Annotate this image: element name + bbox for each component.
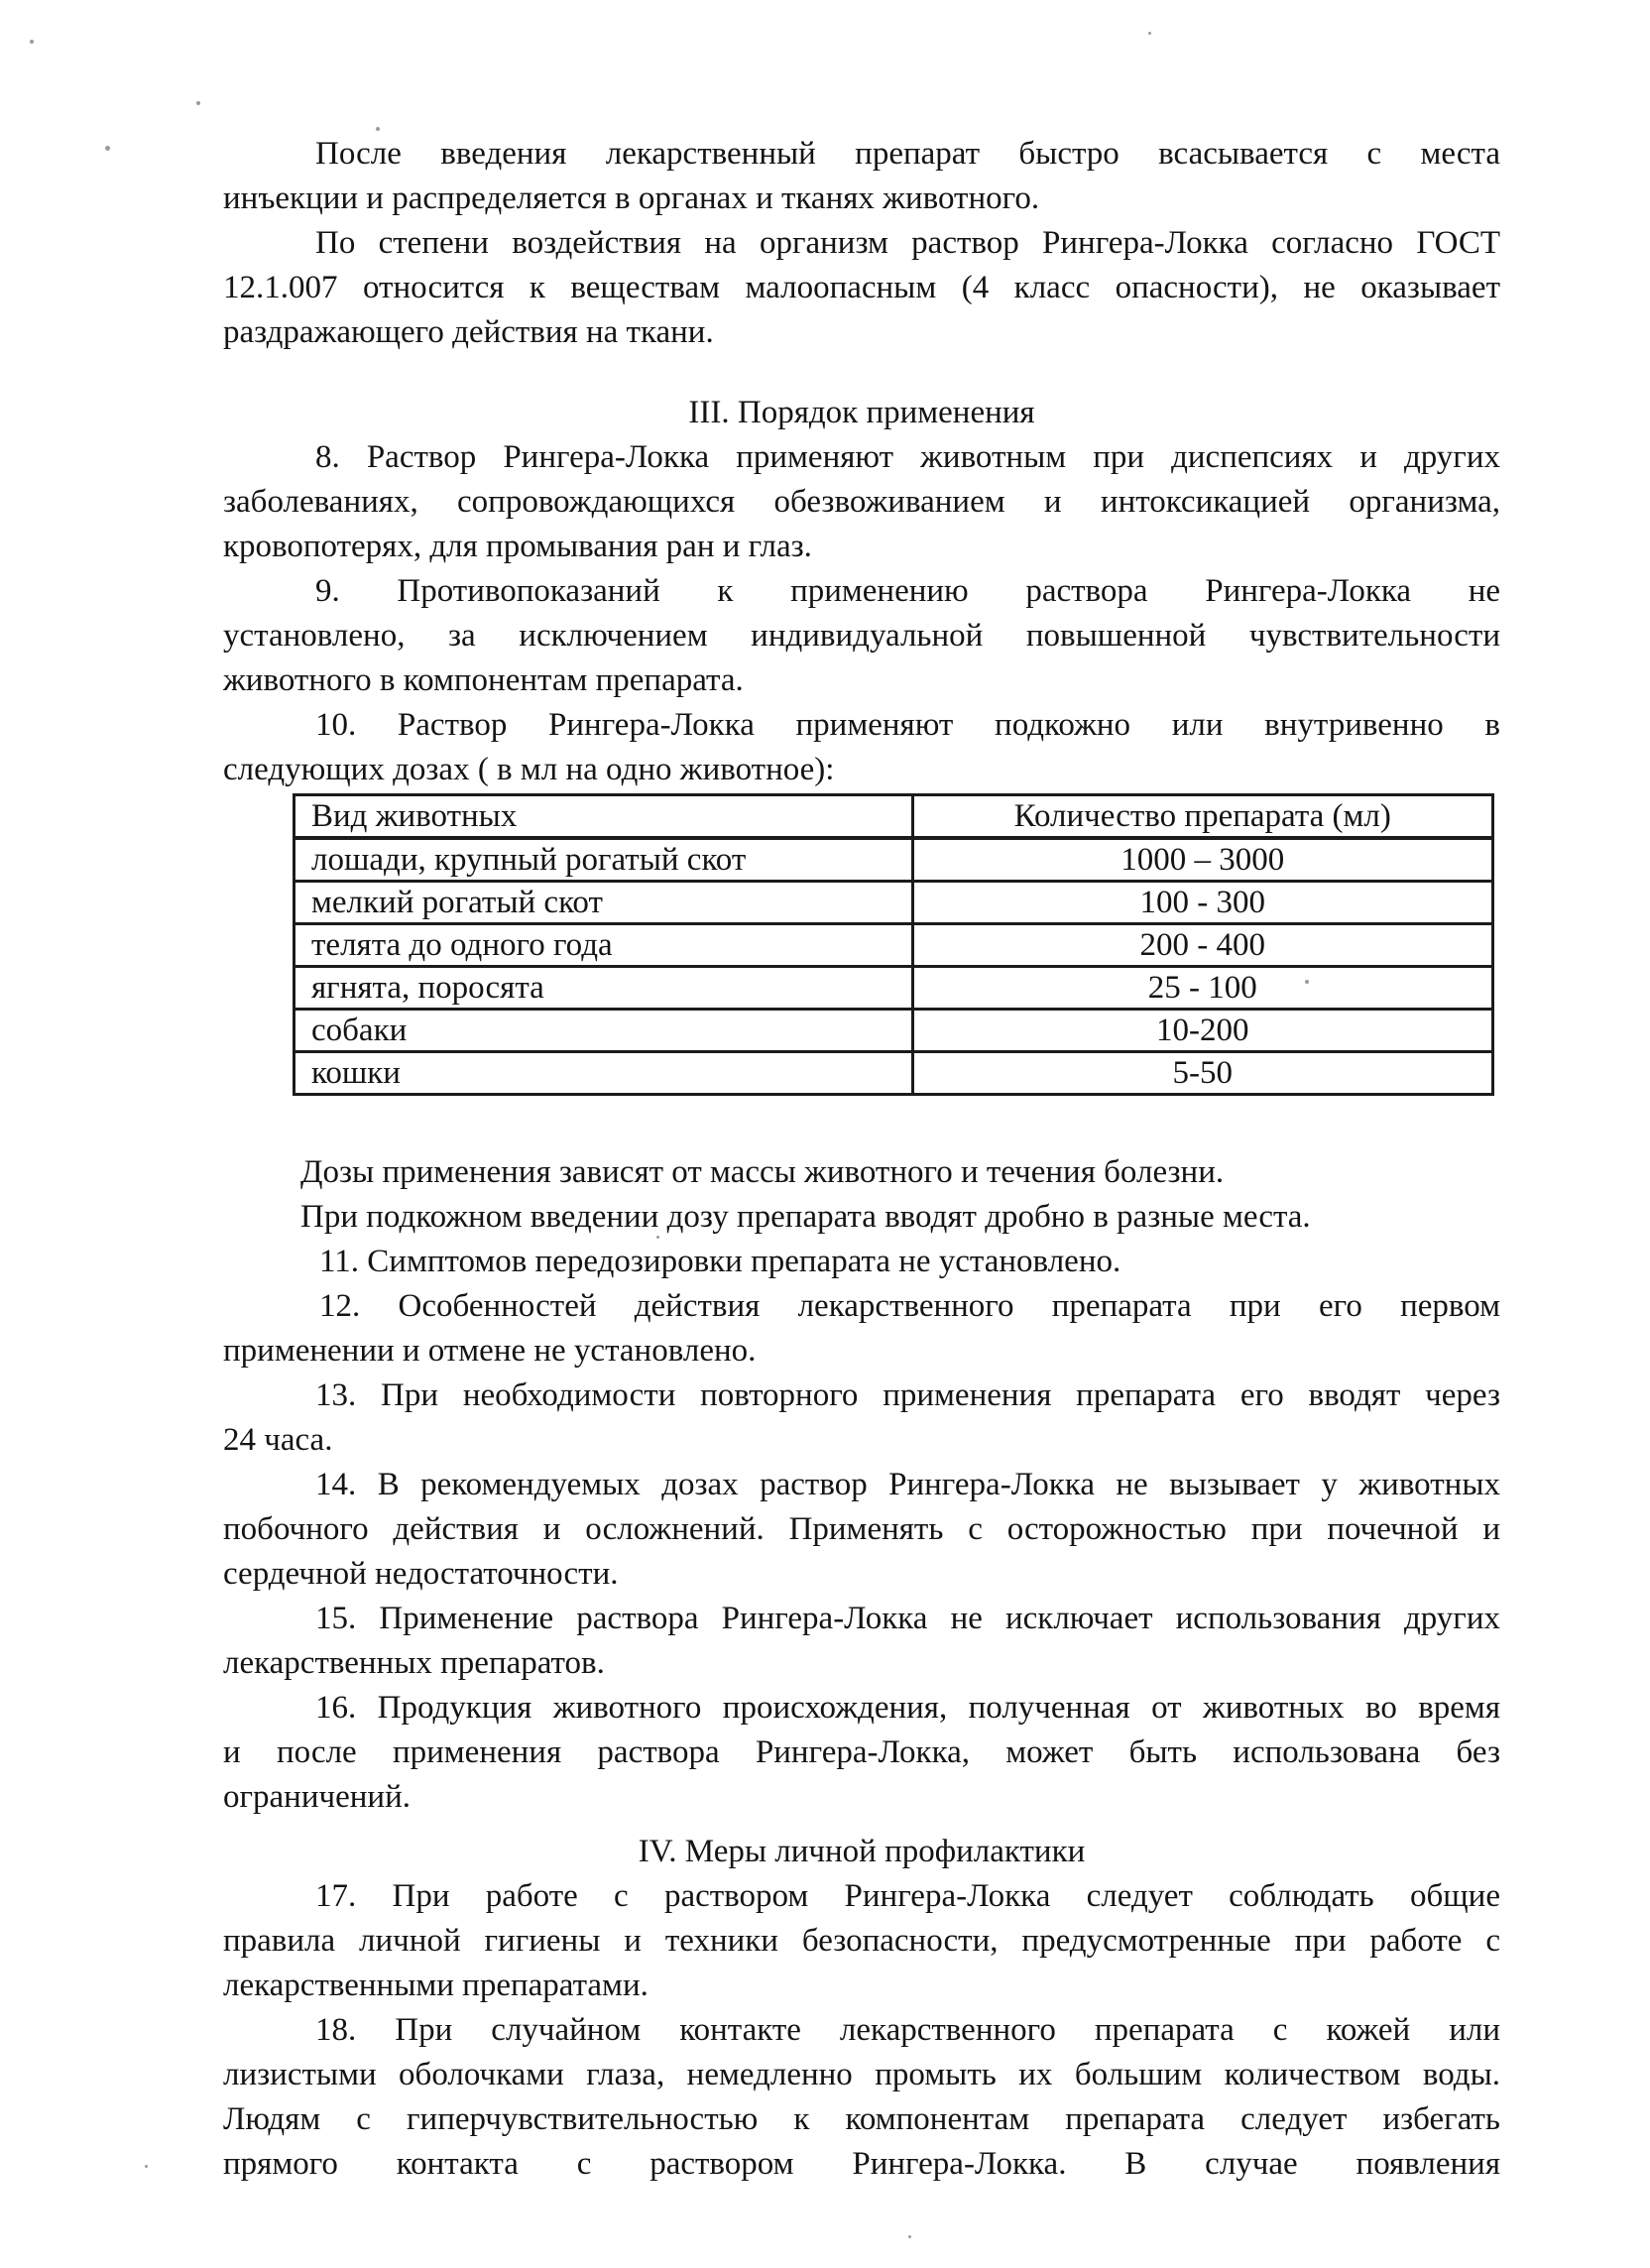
scan-speck <box>376 127 380 131</box>
table-header-row <box>295 795 1493 839</box>
text-line: 11. Симптомов передозировки препарата не установлено. <box>319 1244 1121 1279</box>
table-cell: 200 - 400 <box>912 924 1493 967</box>
table-row <box>295 838 1493 882</box>
text-line: установлено, за исключением индивидуальной повышенной чувствительности <box>223 618 1500 654</box>
text-line: По степени воздействия на организм раствор Рингера-Локка согласно ГОСТ <box>315 225 1500 261</box>
text-line: При подкожном введении дозу препарата вводят дробно в разные места. <box>300 1199 1311 1235</box>
text-line: 18. При случайном контакте лекарственного препарата с кожей или <box>315 2012 1500 2048</box>
scan-speck <box>908 2235 911 2238</box>
text-line: применении и отмене не установлено. <box>223 1333 757 1369</box>
paragraph <box>223 2008 1500 2187</box>
scan-speck <box>30 40 34 44</box>
table-cell: телята до одного года <box>295 924 913 967</box>
table-cell: 25 - 100 <box>912 967 1493 1010</box>
table-cell: кошки <box>295 1052 913 1095</box>
scan-speck <box>656 1236 659 1239</box>
dose-table <box>293 793 1494 1096</box>
table-cell: мелкий рогатый скот <box>295 882 913 924</box>
text-line: 12.1.007 относится к веществам малоопасным (4 класс опасности), не оказывает <box>223 270 1500 305</box>
table-cell: лошади, крупный рогатый скот <box>295 838 913 882</box>
paragraph <box>223 1284 1500 1373</box>
scan-speck <box>1305 980 1309 984</box>
text-line: 14. В рекомендуемых дозах раствор Рингера-Локка не вызывает у животных <box>315 1467 1500 1502</box>
table-row <box>295 967 1493 1010</box>
table-row <box>295 1010 1493 1052</box>
text-line: ограничений. <box>223 1779 411 1815</box>
text-line: животного в компонентам препарата. <box>223 662 744 698</box>
table-cell: 10-200 <box>912 1010 1493 1052</box>
table-cell: 100 - 300 <box>912 882 1493 924</box>
text-line: побочного действия и осложнений. Применять с осторожностью при почечной и <box>223 1511 1500 1547</box>
paragraph <box>223 1597 1500 1686</box>
text-line: 12. Особенностей действия лекарственного препарата при его первом <box>319 1288 1500 1324</box>
scan-speck <box>196 101 200 105</box>
text-line: лекарственных препаратов. <box>223 1645 605 1681</box>
text-line: раздражающего действия на ткани. <box>223 314 714 350</box>
paragraph <box>223 1874 1500 2008</box>
text-line: Людям с гиперчувствительностью к компонентам препарата следует избегать <box>223 2101 1500 2137</box>
paragraph <box>223 221 1500 355</box>
text-line: 24 часа. <box>223 1422 333 1458</box>
table-header-cell: Вид животных <box>295 795 913 839</box>
text-line: 9. Противопоказаний к применению раствора Рингера-Локка не <box>315 573 1500 609</box>
table-cell: собаки <box>295 1010 913 1052</box>
text-line: лекарственными препаратами. <box>223 1968 648 2003</box>
paragraph <box>223 132 1500 221</box>
paragraph <box>223 569 1500 703</box>
paragraph <box>223 1373 1500 1463</box>
text-line: лизистыми оболочками глаза, немедленно промыть их большим количеством воды. <box>223 2057 1500 2092</box>
text-line: 8. Раствор Рингера-Локка применяют животным при диспепсиях и других <box>315 439 1500 475</box>
section-heading: III. Порядок применения <box>688 395 1035 430</box>
scan-speck <box>145 2165 148 2168</box>
paragraph <box>223 1686 1500 1820</box>
paragraph <box>223 1150 1500 1240</box>
paragraph <box>223 1240 1500 1284</box>
text-line: следующих дозах ( в мл на одно животное): <box>223 752 835 787</box>
section-heading: IV. Меры личной профилактики <box>638 1834 1086 1869</box>
table-header-cell: Количество препарата (мл) <box>912 795 1493 839</box>
text-line: кровопотерях, для промывания ран и глаз. <box>223 529 812 564</box>
text-line: правила личной гигиены и техники безопасности, предусмотренные при работе с <box>223 1923 1500 1959</box>
table-cell: ягнята, поросята <box>295 967 913 1010</box>
text-line: 16. Продукция животного происхождения, полученная от животных во время <box>315 1690 1500 1726</box>
paragraph <box>223 1463 1500 1597</box>
text-line: 17. При работе с раствором Рингера-Локка следует соблюдать общие <box>315 1878 1500 1914</box>
table-row <box>295 924 1493 967</box>
text-line: сердечной недостаточности. <box>223 1556 619 1592</box>
scan-speck <box>105 146 110 151</box>
text-line: и после применения раствора Рингера-Локка, может быть использована без <box>223 1734 1500 1770</box>
text-line: 15. Применение раствора Рингера-Локка не исключает использования других <box>315 1601 1500 1636</box>
scan-speck <box>1148 32 1151 35</box>
table-cell: 5-50 <box>912 1052 1493 1095</box>
text-line: После введения лекарственный препарат быстро всасывается с места <box>315 136 1500 172</box>
paragraph <box>223 703 1500 792</box>
table-cell: 1000 – 3000 <box>912 838 1493 882</box>
text-line: Дозы применения зависят от массы животного и течения болезни. <box>300 1154 1225 1190</box>
text-line: прямого контакта с раствором Рингера-Локка. В случае появления <box>223 2146 1500 2182</box>
text-line: 13. При необходимости повторного применения препарата его вводят через <box>315 1377 1500 1413</box>
table-row <box>295 1052 1493 1095</box>
paragraph <box>223 435 1500 569</box>
document-body <box>223 132 1500 2187</box>
text-line: 10. Раствор Рингера-Локка применяют подкожно или внутривенно в <box>315 707 1500 743</box>
table-row <box>295 882 1493 924</box>
text-line: инъекции и распределяется в органах и тканях животного. <box>223 180 1040 216</box>
text-line: заболеваниях, сопровождающихся обезвоживанием и интоксикацией организма, <box>223 484 1500 520</box>
